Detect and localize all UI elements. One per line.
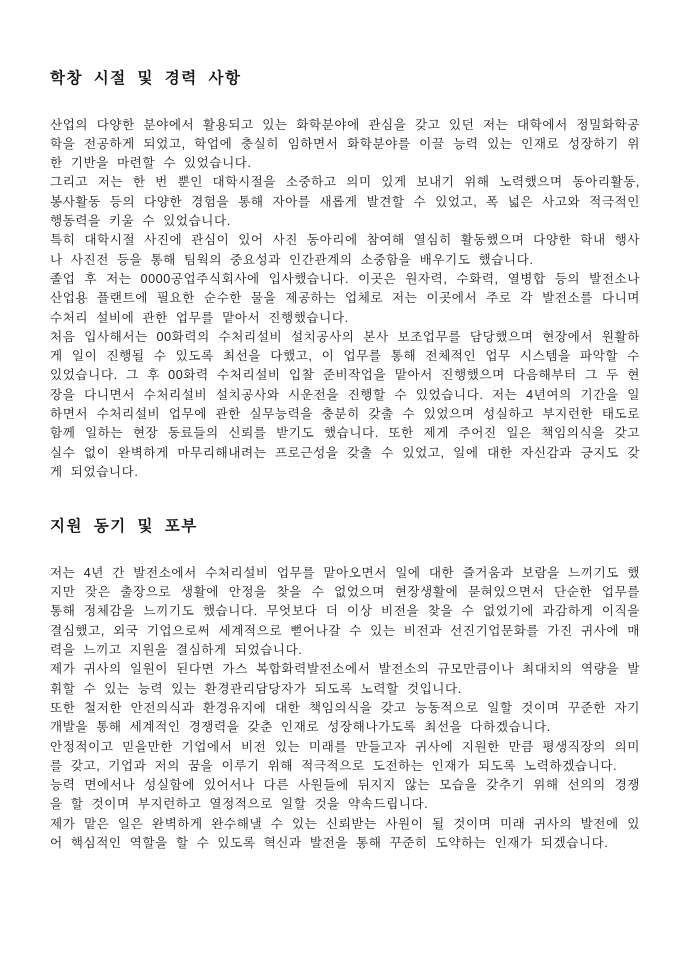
paragraph-work-experience: 처음 입사해서는 00화력의 수처리설비 설치공사의 본사 보조업무를 담당했으며 현장에서 원활하게 일이 진행될 수 있도록 최선을 다했고, 이 업무를 통해 전체적인 업무 시스템을 파악할 수 있었습니다. 그 후 00화력 수처리설비 입찰 준비작업을 맡아서 진행했으며 다음해부터 그 두 현장을 다니면서 수처리설비 설치공사와 시운전을 진행할 수 있었습니다. 저는 4년여의 기간을 일하면서 수처리설비 업무에 관한 실무능력을 충분히 갖출 수 있었으며 성실하고 부지런한 태도로 함께 일하는 현장 동료들의 신뢰를 받기도 했습니다. 또한 제게 주어진 일은 책임의식을 갖고 실수 없이 완벽하게 마무리해내려는 프로근성을 갖출 수 있었고, 일에 대한 자신감과 긍지도 갖게 되었습니다. bbox=[50, 329, 640, 479]
section-education-career bbox=[50, 70, 640, 482]
paragraph-first-company: 졸업 후 저는 0000공업주식회사에 입사했습니다. 이곳은 원자력, 수화력, 열병합 등의 발전소나 산업용 플랜트에 필요한 순수한 물을 제공하는 업체로 저는 이곳에서 주로 각 발전소를 다니며 수처리 설비에 관한 업무를 맡아서 진행했습니다. bbox=[50, 271, 640, 325]
paragraph-future-commitment: 제가 맡은 일은 완벽하게 완수해낼 수 있는 신뢰받는 사원이 될 것이며 미래 귀사의 발전에 있어 핵심적인 역할을 할 수 있도록 혁신과 발전을 통해 꾸준히 도약하는 인재가 되겠습니다. bbox=[50, 816, 640, 850]
paragraph-healthy-competition: 능력 면에서나 성실함에 있어서나 다른 사원들에 뒤지지 않는 모습을 갖추기 위해 선의의 경쟁을 할 것이며 부지런하고 열정적으로 일할 것을 약속드립니다. bbox=[50, 778, 640, 812]
paragraph-reason-for-applying: 저는 4년 간 발전소에서 수처리설비 업무를 맡아오면서 일에 대한 즐거움과 보람을 느끼기도 했지만 잦은 출장으로 생활에 안정을 찾을 수 없었으며 현장생활에 묻혀있으면서 단순한 업무를 통해 정체감을 느끼기도 했습니다. 무엇보다 더 이상 비전을 찾을 수 없었기에 과감하게 이직을 결심했고, 외국 기업으로써 세계적으로 뻗어나갈 수 있는 비전과 선진기업문화를 가진 귀사에 매력을 느끼고 지원을 결심하게 되었습니다. bbox=[50, 565, 640, 658]
paragraph-college-activities: 그리고 저는 한 번 뿐인 대학시절을 소중하고 의미 있게 보내기 위해 노력했으며 동아리활동, 봉사활동 등의 다양한 경험을 통해 자아를 새롭게 발견할 수 있었고, 폭 넓은 사고와 적극적인 행동력을 키울 수 있었습니다. bbox=[50, 175, 640, 229]
paragraph-major-study: 산업의 다양한 분야에서 활용되고 있는 화학분야에 관심을 갖고 있던 저는 대학에서 정밀화학공학을 전공하게 되었고, 학업에 충실히 임하면서 화학분야를 이끌 능력 있는 인재로 성장하기 위한 기반을 마련할 수 있었습니다. bbox=[50, 117, 640, 171]
section-heading-motivation-aspiration: 지원 동기 및 포부 bbox=[50, 518, 198, 536]
paragraph-safety-growth: 또한 철저한 안전의식과 환경유지에 대한 책임의식을 갖고 능동적으로 일할 것이며 꾸준한 자기개발을 통해 세계적인 경쟁력을 갖춘 인재로 성장해나가도록 최선을 다하겠습니다. bbox=[50, 700, 640, 735]
paragraph-lifetime-workplace: 안정적이고 믿을만한 기업에서 비전 있는 미래를 만들고자 귀사에 지원한 만큼 평생직장의 의미를 갖고, 기업과 저의 꿈을 이루기 위해 적극적으로 도전하는 인재가 되도록 노력하겠습니다. bbox=[50, 739, 640, 773]
section-heading-education-career: 학창 시절 및 경력 사항 bbox=[50, 70, 242, 87]
paragraph-role-goal: 제가 귀사의 일원이 된다면 가스 복합화력발전소에서 발전소의 규모만큼이나 최대치의 역량을 발휘할 수 있는 능력 있는 환경관리담당자가 되도록 노력할 것입니다. bbox=[50, 662, 640, 696]
section-motivation-aspiration bbox=[50, 518, 640, 853]
paragraph-photo-club: 특히 대학시절 사진에 관심이 있어 사진 동아리에 참여해 열심히 활동했으며 다양한 학내 행사나 사진전 등을 통해 팀웍의 중요성과 인간관계의 소중함을 배우기도 했습니다. bbox=[50, 233, 640, 267]
